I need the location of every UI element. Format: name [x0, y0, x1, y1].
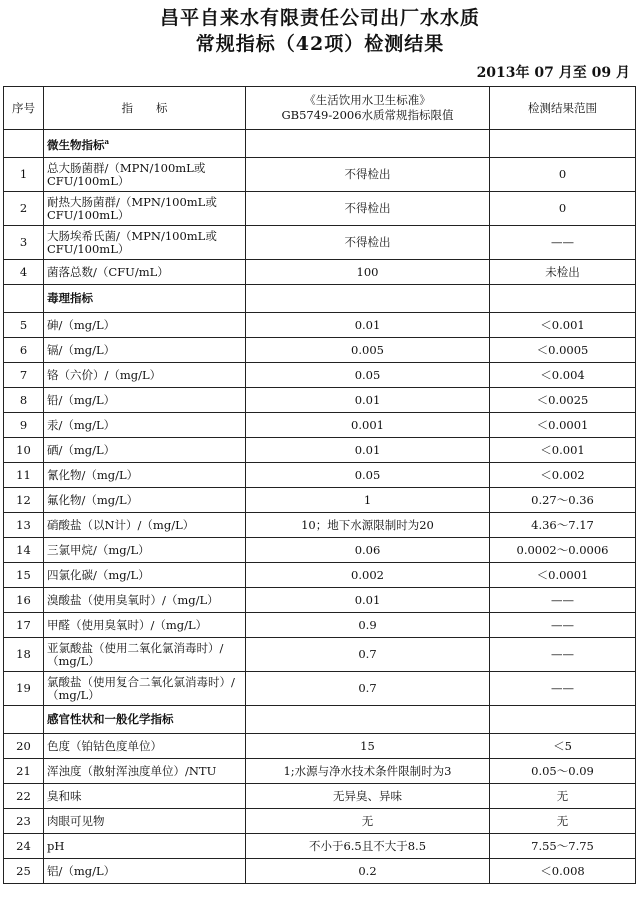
- row-index: 11: [4, 463, 44, 488]
- indicator-name: 亚氯酸盐（使用二氧化氯消毒时）/（mg/L）: [44, 638, 246, 672]
- section-index-cell: [4, 706, 44, 734]
- table-row: [4, 759, 636, 784]
- test-result: ＜0.0005: [490, 338, 636, 363]
- standard-limit: 10；地下水源限制时为20: [246, 513, 490, 538]
- indicator-name: 铬（六价）/（mg/L）: [44, 363, 246, 388]
- row-index: 4: [4, 260, 44, 285]
- indicator-name: 氟化物/（mg/L）: [44, 488, 246, 513]
- indicator-name: 三氯甲烷/（mg/L）: [44, 538, 246, 563]
- section-title-text: 感官性状和一般化学指标: [47, 712, 174, 726]
- row-index: 5: [4, 313, 44, 338]
- section-index-cell: [4, 285, 44, 313]
- standard-limit: 0.01: [246, 588, 490, 613]
- row-index: 15: [4, 563, 44, 588]
- test-result: 0: [490, 192, 636, 226]
- table-row: [4, 563, 636, 588]
- standard-limit: 无异臭、异味: [246, 784, 490, 809]
- test-result: ——: [490, 613, 636, 638]
- report-date: 2013年 07 月至 09 月: [476, 65, 630, 81]
- indicator-name: 四氯化碳/（mg/L）: [44, 563, 246, 588]
- test-result: ——: [490, 638, 636, 672]
- table-row: [4, 338, 636, 363]
- standard-limit: 100: [246, 260, 490, 285]
- header-standard-line-1: 《生活饮用水卫生标准》: [304, 93, 431, 107]
- header-index: 序号: [4, 87, 44, 130]
- test-result: 无: [490, 784, 636, 809]
- table-row: [4, 192, 636, 226]
- indicator-name: 大肠埃希氏菌/（MPN/100mL或CFU/100mL）: [44, 226, 246, 260]
- test-result: 7.55～7.75: [490, 834, 636, 859]
- standard-limit: 无: [246, 809, 490, 834]
- section-limit-cell: [246, 706, 490, 734]
- indicator-name: 硒/（mg/L）: [44, 438, 246, 463]
- standard-limit: 0.05: [246, 363, 490, 388]
- section-title-text: 微生物指标: [47, 137, 105, 152]
- table-row: [4, 158, 636, 192]
- row-index: 6: [4, 338, 44, 363]
- indicator-name: 耐热大肠菌群/（MPN/100mL或CFU/100mL）: [44, 192, 246, 226]
- table-row: [4, 260, 636, 285]
- row-index: 8: [4, 388, 44, 413]
- table-row: [4, 363, 636, 388]
- table-row: [4, 588, 636, 613]
- row-index: 3: [4, 226, 44, 260]
- table-row: [4, 413, 636, 438]
- row-index: 24: [4, 834, 44, 859]
- table-row: [4, 784, 636, 809]
- test-result: ＜0.0001: [490, 413, 636, 438]
- standard-limit: 0.005: [246, 338, 490, 363]
- standard-limit: 不得检出: [246, 226, 490, 260]
- section-result-cell: [490, 285, 636, 313]
- table-row: [4, 809, 636, 834]
- row-index: 12: [4, 488, 44, 513]
- section-limit-cell: [246, 285, 490, 313]
- row-index: 2: [4, 192, 44, 226]
- table-row: [4, 613, 636, 638]
- test-result: ＜0.008: [490, 859, 636, 884]
- standard-limit: 0.01: [246, 438, 490, 463]
- section-result-cell: [490, 130, 636, 158]
- row-index: 9: [4, 413, 44, 438]
- table-row: [4, 388, 636, 413]
- section-result-cell: [490, 706, 636, 734]
- indicator-name: 铅/（mg/L）: [44, 388, 246, 413]
- table-row: [4, 463, 636, 488]
- indicator-name: 铝/（mg/L）: [44, 859, 246, 884]
- row-index: 22: [4, 784, 44, 809]
- standard-limit: 0.01: [246, 388, 490, 413]
- test-result: 0: [490, 158, 636, 192]
- section-title: [44, 285, 246, 313]
- standard-limit: 15: [246, 734, 490, 759]
- standard-limit: 不得检出: [246, 158, 490, 192]
- indicator-name: 色度（铂钴色度单位）: [44, 734, 246, 759]
- standard-limit: 0.01: [246, 313, 490, 338]
- section-title: [44, 706, 246, 734]
- test-result: ＜0.0025: [490, 388, 636, 413]
- table-row: [4, 438, 636, 463]
- header-indicator: 指 标: [44, 87, 246, 130]
- section-index-cell: [4, 130, 44, 158]
- row-index: 23: [4, 809, 44, 834]
- row-index: 19: [4, 672, 44, 706]
- standard-limit: 不小于6.5且不大于8.5: [246, 834, 490, 859]
- indicator-name: 氰化物/（mg/L）: [44, 463, 246, 488]
- standard-limit: 0.06: [246, 538, 490, 563]
- row-index: 1: [4, 158, 44, 192]
- test-result: ＜0.001: [490, 313, 636, 338]
- indicator-name: 砷/（mg/L）: [44, 313, 246, 338]
- indicator-name: 臭和味: [44, 784, 246, 809]
- table-row: [4, 638, 636, 672]
- row-index: 21: [4, 759, 44, 784]
- standard-limit: 0.05: [246, 463, 490, 488]
- standard-limit: 0.7: [246, 638, 490, 672]
- table-row: [4, 672, 636, 706]
- test-result: 4.36～7.17: [490, 513, 636, 538]
- indicator-name: 镉/（mg/L）: [44, 338, 246, 363]
- test-result: ＜5: [490, 734, 636, 759]
- table-body: [4, 130, 636, 884]
- row-index: 20: [4, 734, 44, 759]
- standard-limit: 1: [246, 488, 490, 513]
- page-title-line-2: 常规指标（42项）检测结果: [195, 33, 445, 55]
- header-result: 检测结果范围: [490, 87, 636, 130]
- test-result: 0.0002～0.0006: [490, 538, 636, 563]
- test-result: ＜0.002: [490, 463, 636, 488]
- row-index: 14: [4, 538, 44, 563]
- indicator-name: 甲醛（使用臭氧时）/（mg/L）: [44, 613, 246, 638]
- table-row: [4, 538, 636, 563]
- row-index: 7: [4, 363, 44, 388]
- section-limit-cell: [246, 130, 490, 158]
- standard-limit: 1;水源与净水技术条件限制时为3: [246, 759, 490, 784]
- indicator-name: 溴酸盐（使用臭氧时）/（mg/L）: [44, 588, 246, 613]
- footnote-marker: a: [104, 137, 110, 147]
- test-result: ——: [490, 226, 636, 260]
- standard-limit: 0.001: [246, 413, 490, 438]
- water-quality-table: [3, 86, 636, 884]
- standard-limit: 0.002: [246, 563, 490, 588]
- indicator-name: 菌落总数/（CFU/mL）: [44, 260, 246, 285]
- indicator-name: 氯酸盐（使用复合二氧化氯消毒时）/（mg/L）: [44, 672, 246, 706]
- section-title: [44, 130, 246, 158]
- section-title-text: 毒理指标: [47, 291, 93, 305]
- table-row: [4, 734, 636, 759]
- test-result: ——: [490, 588, 636, 613]
- standard-limit: 0.9: [246, 613, 490, 638]
- test-result: 0.27～0.36: [490, 488, 636, 513]
- indicator-name: pH: [44, 834, 246, 859]
- test-result: 无: [490, 809, 636, 834]
- standard-limit: 不得检出: [246, 192, 490, 226]
- section-row: [4, 706, 636, 734]
- table-header-row: [4, 87, 636, 130]
- table-row: [4, 834, 636, 859]
- row-index: 17: [4, 613, 44, 638]
- table-row: [4, 313, 636, 338]
- table-row: [4, 488, 636, 513]
- indicator-name: 总大肠菌群/（MPN/100mL或CFU/100mL）: [44, 158, 246, 192]
- test-result: 未检出: [490, 260, 636, 285]
- indicator-name: 浑浊度（散射浑浊度单位）/NTU: [44, 759, 246, 784]
- row-index: 16: [4, 588, 44, 613]
- row-index: 10: [4, 438, 44, 463]
- header-standard: [246, 87, 490, 130]
- test-result: 0.05～0.09: [490, 759, 636, 784]
- page-title-line-1: 昌平自来水有限责任公司出厂水水质: [159, 7, 480, 29]
- test-result: ＜0.0001: [490, 563, 636, 588]
- test-result: ——: [490, 672, 636, 706]
- section-row: [4, 130, 636, 158]
- table-row: [4, 859, 636, 884]
- indicator-name: 肉眼可见物: [44, 809, 246, 834]
- header-standard-line-2: GB5749-2006水质常规指标限值: [281, 108, 454, 122]
- row-index: 18: [4, 638, 44, 672]
- standard-limit: 0.7: [246, 672, 490, 706]
- table-row: [4, 226, 636, 260]
- indicator-name: 硝酸盐（以N计）/（mg/L）: [44, 513, 246, 538]
- standard-limit: 0.2: [246, 859, 490, 884]
- test-result: ＜0.004: [490, 363, 636, 388]
- row-index: 25: [4, 859, 44, 884]
- test-result: ＜0.001: [490, 438, 636, 463]
- indicator-name: 汞/（mg/L）: [44, 413, 246, 438]
- table-row: [4, 513, 636, 538]
- row-index: 13: [4, 513, 44, 538]
- section-row: [4, 285, 636, 313]
